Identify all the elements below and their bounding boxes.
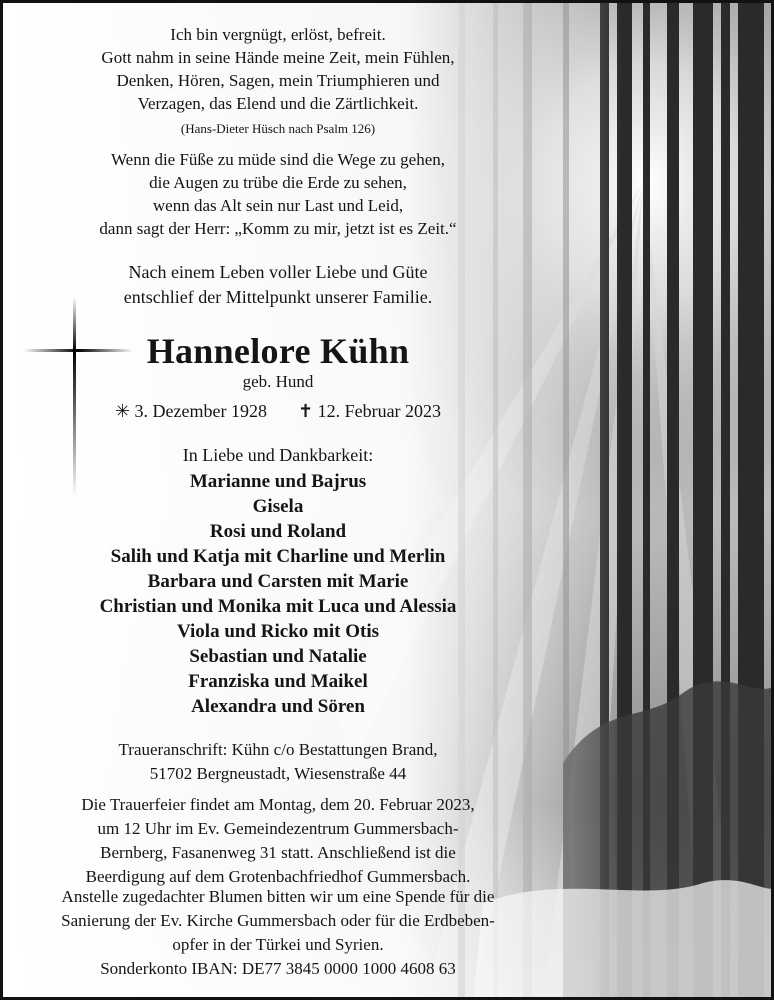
intro-text [17, 260, 539, 310]
poem-line: Denken, Hören, Sagen, mein Triumphieren und [116, 71, 440, 90]
poem-line: die Augen zu trübe die Erde zu sehen, [149, 173, 407, 192]
mourners-list [17, 469, 539, 719]
mourners-heading: In Liebe und Dankbarkeit: [182, 445, 374, 465]
mourner-entry: Viola und Ricko mit Otis [177, 621, 379, 642]
address-line: 51702 Bergneustadt, Wiesenstraße 44 [149, 764, 407, 783]
death-date: 12. Februar 2023 [317, 401, 442, 421]
donation-iban: Sonderkonto IBAN: DE77 3845 0000 1000 4608 63 [100, 959, 456, 978]
maiden-name: geb. Hund [242, 372, 314, 391]
service-line: um 12 Uhr im Ev. Gemeindezentrum Gummersbach- [97, 819, 459, 838]
funeral-service-info [17, 793, 539, 889]
birth-date: 3. Dezember 1928 [134, 401, 267, 421]
donation-line: Anstelle zugedachter Blumen bitten wir um eine Spende für die [61, 887, 495, 906]
mourner-entry: Sebastian und Natalie [189, 646, 367, 667]
donation-line: opfer in der Türkei und Syrien. [172, 935, 384, 954]
deceased-name: Hannelore Kühn [146, 331, 410, 371]
mourner-entry: Christian und Monika mit Luca und Alessia [99, 596, 457, 617]
mourner-entry: Barbara und Carsten mit Marie [147, 571, 409, 592]
poem-source: (Hans-Dieter Hüsch nach Psalm 126) [180, 121, 376, 136]
mourner-entry: Rosi und Roland [209, 521, 347, 542]
mourner-entry: Franziska und Maikel [188, 671, 368, 692]
poem-line: Wenn die Füße zu müde sind die Wege zu gehen, [110, 150, 446, 169]
intro-line: entschlief der Mittelpunkt unserer Familie. [123, 287, 433, 307]
poem-line: Gott nahm in seine Hände meine Zeit, mein Fühlen, [101, 48, 455, 67]
poem-verse-2 [17, 148, 539, 240]
death-cross-icon: ✝ [297, 401, 314, 421]
poem-line: wenn das Alt sein nur Last und Leid, [152, 196, 404, 215]
mourning-address [17, 738, 539, 786]
donation-line: Sanierung der Ev. Kirche Gummersbach oder für die Erdbeben- [61, 911, 495, 930]
address-line: Traueranschrift: Kühn c/o Bestattungen Brand, [118, 740, 438, 759]
donation-info [17, 885, 539, 981]
mourner-entry: Alexandra und Sören [191, 696, 365, 717]
life-dates [17, 399, 539, 423]
mourner-entry: Salih und Katja mit Charline und Merlin [110, 546, 446, 567]
mourner-entry: Marianne und Bajrus [189, 471, 367, 492]
service-line: Beerdigung auf dem Grotenbachfriedhof Gummersbach. [85, 867, 471, 886]
poem-verse-1 [17, 23, 539, 115]
poem-line: dann sagt der Herr: „Komm zu mir, jetzt ist es Zeit.“ [99, 219, 457, 238]
service-line: Die Trauerfeier findet am Montag, dem 20. Februar 2023, [81, 795, 475, 814]
mourner-entry: Gisela [252, 496, 304, 517]
service-line: Bernberg, Fasanenweg 31 statt. Anschließend ist die [100, 843, 456, 862]
poem-line: Verzagen, das Elend und die Zärtlichkeit. [137, 94, 419, 113]
intro-line: Nach einem Leben voller Liebe und Güte [128, 262, 428, 282]
poem-line: Ich bin vergnügt, erlöst, befreit. [170, 25, 386, 44]
birth-star-icon: ✳ [114, 401, 131, 421]
